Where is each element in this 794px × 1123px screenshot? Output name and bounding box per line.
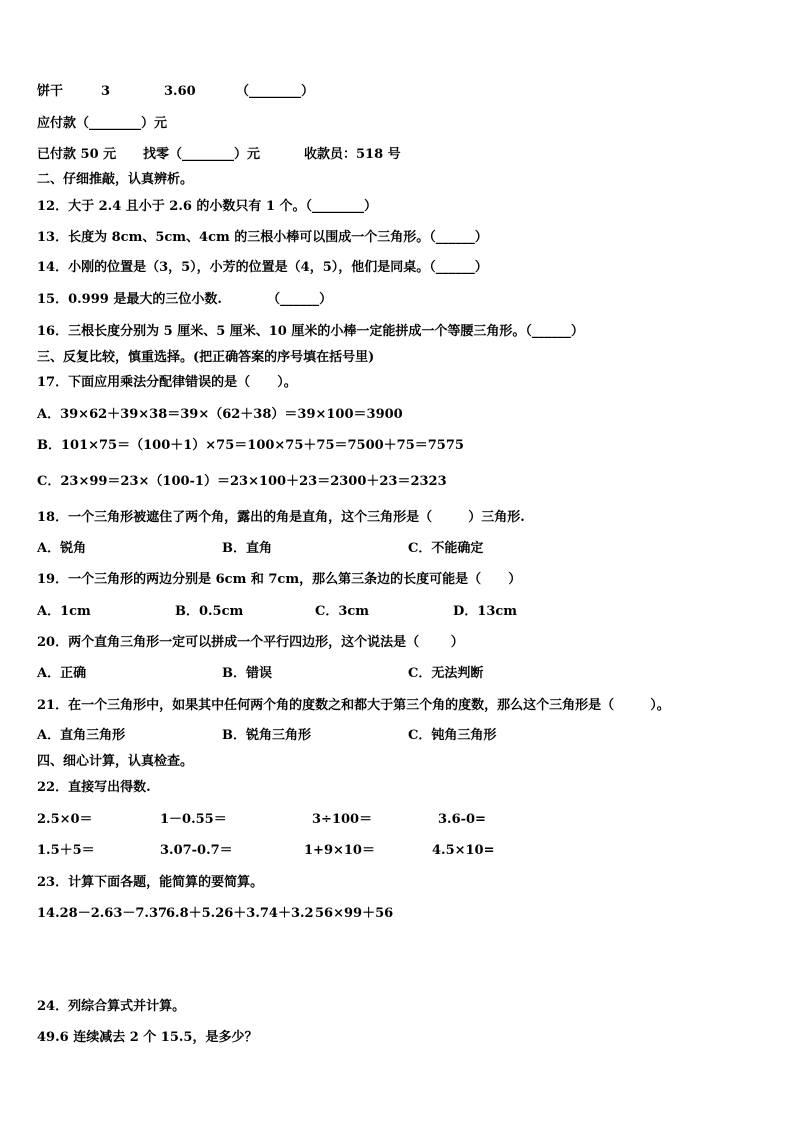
receipt-item-qty: 3 bbox=[101, 84, 111, 99]
question-17-option-a: A．39×62＋39×38＝39×（62＋38）＝39×100＝3900 bbox=[37, 407, 403, 422]
question-20-option-c: C．无法判断 bbox=[408, 666, 484, 681]
question-19-stem: 19．一个三角形的两边分别是 6cm 和 7cm，那么第三条边的长度可能是（ ） bbox=[37, 572, 522, 587]
receipt-paid: 已付款 50 元 bbox=[37, 147, 117, 162]
section-4-heading: 四、细心计算，认真检查。 bbox=[37, 754, 194, 769]
question-18-option-a: A．锐角 bbox=[37, 541, 87, 556]
expr-3: 56×99＋56 bbox=[315, 906, 394, 921]
question-23-stem: 23．计算下面各题，能简算的要简算。 bbox=[37, 875, 264, 890]
question-20-option-a: A．正确 bbox=[37, 666, 87, 681]
calc-1-1: 2.5×0＝ bbox=[37, 812, 93, 827]
receipt-payable: 应付款（________）元 bbox=[37, 116, 168, 131]
question-18-option-b: B．直角 bbox=[222, 541, 272, 556]
section-3-heading: 三、反复比较，慎重选择。(把正确答案的序号填在括号里) bbox=[37, 350, 375, 365]
question-16: 16．三根长度分别为 5 厘米、5 厘米、10 厘米的小棒一定能拼成一个等腰三角形。（______） bbox=[37, 324, 584, 339]
question-17-stem: 17．下面应用乘法分配律错误的是（ ）。 bbox=[37, 375, 297, 390]
question-21-option-a: A．直角三角形 bbox=[37, 728, 126, 743]
question-12: 12．大于 2.4 且小于 2.6 的小数只有 1 个。（________） bbox=[37, 199, 378, 214]
question-15: 15．0.999 是最大的三位小数. （______） bbox=[37, 292, 333, 307]
calc-1-4: 3.6-0= bbox=[438, 812, 486, 827]
calc-2-4: 4.5×10= bbox=[432, 843, 495, 858]
receipt-change: 找零（________）元 bbox=[143, 147, 261, 162]
receipt-item-name: 饼干 bbox=[37, 84, 64, 99]
question-21-option-b: B．锐角三角形 bbox=[222, 728, 311, 743]
calc-1-2: 1－0.55＝ bbox=[160, 812, 227, 827]
question-13: 13．长度为 8cm、5cm、4cm 的三根小棒可以围成一个三角形。（______） bbox=[37, 230, 488, 245]
question-18-option-c: C．不能确定 bbox=[408, 541, 484, 556]
question-22-stem: 22．直接写出得数. bbox=[37, 780, 151, 795]
expr-1: 14.28－2.63－7.37 bbox=[37, 906, 168, 921]
question-17-option-b: B．101×75＝（100＋1）×75＝100×75＋75＝7500＋75＝7575 bbox=[37, 438, 464, 453]
question-20-stem: 20．两个直角三角形一定可以拼成一个平行四边形，这个说法是（ ） bbox=[37, 635, 464, 650]
calc-2-3: 1+9×10＝ bbox=[304, 843, 375, 858]
calc-1-3: 3÷100＝ bbox=[312, 812, 373, 827]
question-18-stem: 18．一个三角形被遮住了两个角，露出的角是直角，这个三角形是（ ）三角形. bbox=[37, 510, 525, 525]
question-19-option-a: A．1cm bbox=[37, 604, 91, 619]
question-14: 14．小刚的位置是（3，5），小芳的位置是（4，5），他们是同桌。（______） bbox=[37, 260, 488, 275]
question-21-stem: 21．在一个三角形中，如果其中任何两个角的度数之和都大于第三个角的度数，那么这个三角形是（ ）。 bbox=[37, 698, 670, 713]
calc-2-2: 3.07-0.7＝ bbox=[160, 843, 233, 858]
receipt-cashier: 收款员：518 号 bbox=[304, 147, 401, 162]
receipt-item-price: 3.60 bbox=[164, 84, 196, 99]
question-19-option-d: D．13cm bbox=[453, 604, 518, 619]
section-2-heading: 二、仔细推敲，认真辨析。 bbox=[37, 172, 194, 187]
question-19-option-b: B．0.5cm bbox=[175, 604, 244, 619]
question-24-stem: 24．列综合算式并计算。 bbox=[37, 999, 186, 1014]
expr-2: 6.8＋5.26＋3.74＋3.2 bbox=[166, 906, 314, 921]
question-20-option-b: B．错误 bbox=[222, 666, 272, 681]
receipt-item-total-blank: （________） bbox=[236, 84, 315, 99]
question-24-text: 49.6 连续减去 2 个 15.5，是多少？ bbox=[37, 1030, 258, 1045]
question-21-option-c: C．钝角三角形 bbox=[408, 728, 497, 743]
question-17-option-c: C．23×99＝23×（100-1）＝23×100＋23＝2300＋23＝2323 bbox=[37, 474, 447, 489]
question-19-option-c: C．3cm bbox=[315, 604, 370, 619]
calc-2-1: 1.5＋5＝ bbox=[37, 843, 95, 858]
